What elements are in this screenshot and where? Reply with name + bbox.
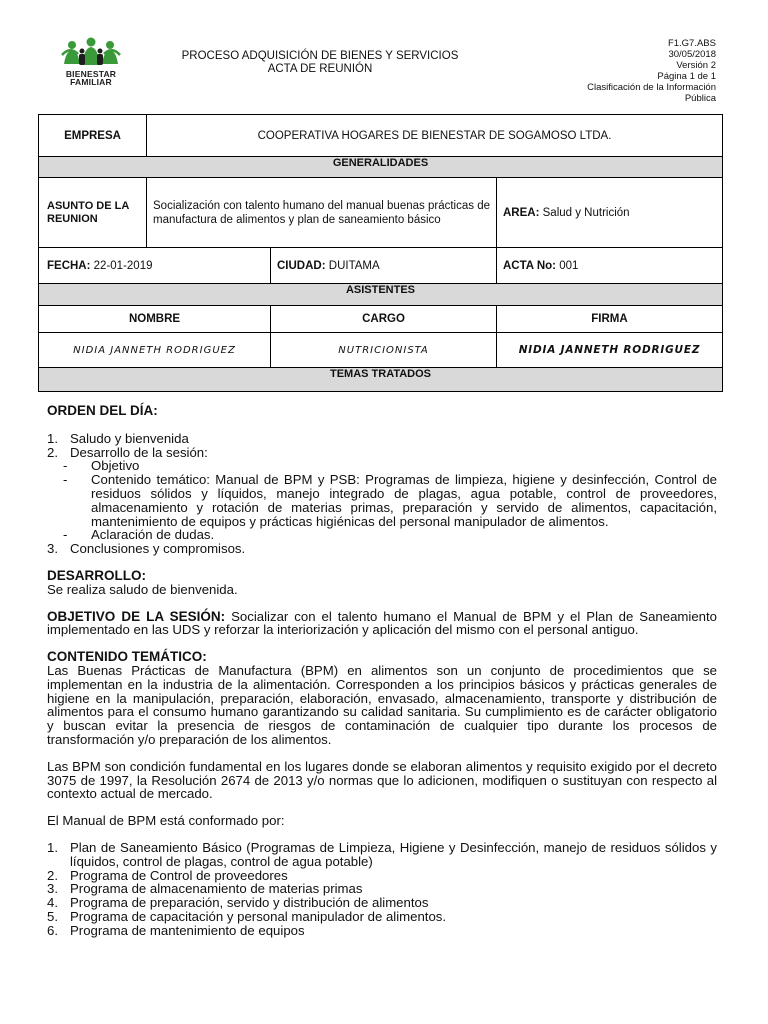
orden-item-number: 1. [47,430,58,446]
asistente-nombre: NIDIA JANNETH RODRIGUEZ [73,344,236,356]
manual-item-number: 4. [47,895,58,911]
manual-item [47,924,717,938]
asunto-label: ASUNTO DE LA REUNION [47,199,129,225]
empresa-value: COOPERATIVA HOGARES DE BIENESTAR DE SOGAMOSO LTDA. [146,115,722,156]
contenido-paragraph-1: Las Buenas Prácticas de Manufactura (BPM) en alimentos son un conjunto de procedimientos que se implementan en la industria de la alimentación. Corresponden a los principios básicos y prácticas generales de higiene en la manipulación, preparación, elaboración, envasado, almacenamiento, transporte y distribución de alimentos para el consumo humano garantizando su calidad sanitaria. Su cumplimiento es de carácter obligatorio y buscan evitar la presencia de riesgos de contaminación de cualquier tipo durante los procesos de transformación y/o preparación de los alimentos. [47,662,717,747]
logo-line-1: BIENESTAR [65,69,117,79]
desarrollo-title: DESARROLLO: [47,567,146,583]
document-metadata [516,38,716,104]
objetivo-text: Socializar con el talento humano el Manual de BPM y el Plan de Saneamiento implementado en las UDS y reforzar la interiorización y aplicación del mismo con el personal antiguo. [47,608,717,638]
doc-classification-value: Pública [684,93,716,104]
manual-item-text: Programa de mantenimiento de equipos [70,922,305,938]
manual-item-text: Programa de capacitación y personal manipulador de alimentos. [70,908,447,924]
col-cargo: CARGO [270,306,496,332]
objetivo-paragraph [47,610,717,638]
manual-intro: El Manual de BPM está conformado por: [47,813,285,829]
manual-item [47,841,717,869]
col-nombre: NOMBRE [128,313,181,325]
fecha-row [39,247,722,283]
orden-item-text: Saludo y bienvenida [70,430,189,446]
contenido-title: CONTENIDO TEMÁTICO: [47,649,207,665]
asistentes-header-row [39,305,722,332]
asunto-value: Socialización con talento humano del manual buenas prácticas de manufactura de alimentos y plan de saneamiento básico [146,178,496,247]
orden-item-text: Conclusiones y compromisos. [70,541,246,557]
manual-item-text: Programa de Control de proveedores [70,867,288,883]
doc-date: 30/05/2018 [668,49,716,60]
manual-item-number: 1. [47,839,58,855]
temas-band: TEMAS TRATADOS [39,367,722,391]
orden-subitem [47,473,717,528]
desarrollo-text: Se realiza saludo de bienvenida. [47,581,238,597]
asistentes-band: ASISTENTES [39,283,722,305]
ciudad-cell [270,248,496,283]
empresa-label: EMPRESA [64,129,121,142]
bienestar-familiar-logo [58,36,124,86]
asunto-row [39,177,722,247]
acta-value: 001 [559,259,579,272]
fecha-cell [39,248,270,283]
empresa-row [39,115,722,156]
objetivo-title: OBJETIVO DE LA SESIÓN: [47,608,226,624]
manual-item [47,910,717,924]
manual-item [47,869,717,883]
manual-item-number: 6. [47,922,58,938]
area-value: Salud y Nutrición [542,206,630,219]
document-type: ACTA DE REUNIÓN [267,63,373,75]
process-title: PROCESO ADQUISICIÓN DE BIENES Y SERVICIOS [181,50,459,62]
manual-item [47,882,717,896]
document-title [140,50,500,76]
orden-item [47,432,717,446]
logo-line-2: FAMILIAR [70,77,112,87]
doc-classification-label: Clasificación de la Información [587,82,716,93]
subitem-dash: - [63,458,68,474]
subitem-dash: - [63,472,68,488]
manual-item-text: Plan de Saneamiento Básico (Programas de Limpieza, Higiene y Desinfección, manejo de residuos sólidos y líquidos, control de plagas, control de agua potable) [70,839,717,869]
acta-cell [496,248,722,283]
ciudad-label: CIUDAD: [277,259,326,272]
orden-item [47,446,717,460]
asistente-row [39,332,722,367]
asistente-cargo: NUTRICIONISTA [270,333,496,367]
doc-page: Página 1 de 1 [657,71,716,82]
subitem-text: Objetivo [91,458,140,474]
manual-item-number: 2. [47,867,58,883]
orden-item-number: 2. [47,444,58,460]
orden-item-number: 3. [47,541,58,557]
fecha-label: FECHA: [47,259,91,272]
orden-title: ORDEN DEL DÍA: [47,403,158,418]
meeting-content [47,404,717,938]
ciudad-value: DUITAMA [328,259,380,272]
contenido-paragraph-2: Las BPM son condición fundamental en los lugares donde se elaboran alimentos y requisito exigido por el decreto 3075 de 1997, la Resolución 2674 de 2013 y/o normas que lo adicionen, modifiquen o sustituyan con respecto al contexto actual de mercado. [47,758,717,802]
subitem-text: Aclaración de dudas. [91,527,215,543]
orden-subitem [47,459,717,473]
orden-item [47,542,717,556]
acta-label: ACTA No: [503,259,557,272]
manual-item-text: Programa de preparación, servido y distribución de alimentos [70,895,429,911]
generalidades-band: GENERALIDADES [39,156,722,177]
subitem-dash: - [63,527,68,543]
manual-item-number: 3. [47,881,58,897]
manual-item-number: 5. [47,908,58,924]
col-firma: FIRMA [496,306,722,332]
subitem-text: Contenido temático: Manual de BPM y PSB: Programas de limpieza, higiene y desinfección, Control de residuos sólidos y líquidos, manejo integrado de plagas, agua potable, control de proveedores, almacenamiento y rotación de materias primas, preparación y servido de alimentos, capacitación, mantenimiento de equipos y prácticas higiénicas del personal manipulador de alimentos. [91,472,717,529]
doc-code: F1.G7.ABS [667,38,716,49]
area-label: AREA: [503,206,540,219]
orden-item-text: Desarrollo de la sesión: [70,444,208,460]
meeting-info-table [38,114,723,392]
asistente-firma: NIDIA JANNETH RODRIGUEZ [496,333,722,367]
manual-item [47,896,717,910]
manual-item-text: Programa de almacenamiento de materias primas [70,881,363,897]
orden-subitem [47,528,717,542]
fecha-value: 22-01-2019 [93,259,153,272]
area-cell [496,178,722,247]
family-figures-icon [58,36,124,70]
doc-version: Versión 2 [676,60,716,71]
